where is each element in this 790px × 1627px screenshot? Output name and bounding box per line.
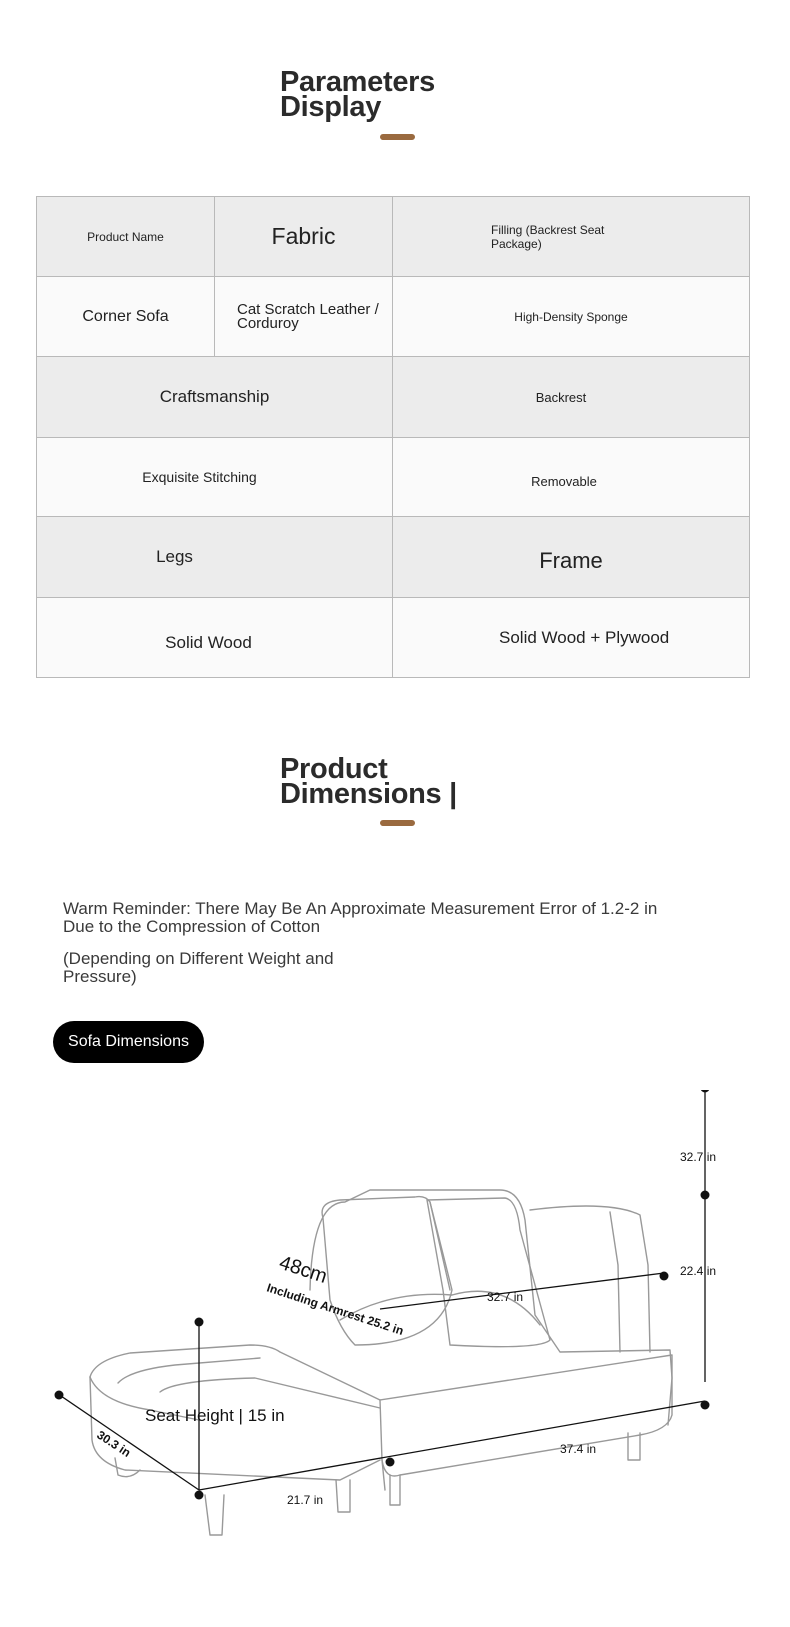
- cell-legs-value: Solid Wood: [165, 632, 252, 652]
- table-row: [37, 438, 750, 517]
- warm-reminder: Warm Reminder: There May Be An Approximate Measurement Error of 1.2-2 in Due to the Compression of Cotton: [63, 899, 658, 936]
- parameters-title: [280, 66, 435, 123]
- dimensions-title: [280, 753, 457, 810]
- label-ottoman-width: 21.7 in: [287, 1493, 324, 1507]
- cell-backrest-label: Backrest: [535, 389, 587, 405]
- label-cm-stamp: 48cm: [276, 1251, 330, 1288]
- cell-filling-value: High-Density Sponge: [514, 309, 628, 324]
- dimensions-title-line2: Dimensions |: [280, 778, 457, 810]
- label-seat-height: Seat Height | 15 in: [145, 1406, 285, 1425]
- cell-product-name-label: Product Name: [87, 229, 164, 244]
- table-row: [37, 277, 750, 357]
- table-row: [37, 517, 750, 598]
- cell-legs-label: Legs: [156, 547, 193, 566]
- dimensions-accent-bar: [380, 820, 415, 826]
- dimension-lines: [61, 1090, 705, 1490]
- reminder-note: (Depending on Different Weight and Pressure): [63, 949, 334, 986]
- sofa-dimensions-tab[interactable]: Sofa Dimensions: [53, 1021, 204, 1063]
- parameters-title-line2: Display: [280, 91, 382, 123]
- sofa-outline: [90, 1190, 672, 1535]
- label-seat-width: 32.7 in: [487, 1290, 524, 1304]
- cell-fabric-value: Cat Scratch Leather / Corduroy: [237, 300, 379, 332]
- cell-fabric-label: Fabric: [271, 223, 336, 249]
- cell-craftsmanship-label: Craftsmanship: [159, 387, 270, 406]
- cell-frame-label: Frame: [539, 548, 603, 573]
- cell-frame-value: Solid Wood + Plywood: [499, 628, 670, 647]
- cell-backrest-value: Removable: [531, 473, 597, 489]
- parameters-accent-bar: [380, 134, 415, 140]
- label-total-width: 37.4 in: [560, 1442, 597, 1456]
- cell-filling-label: Filling (Backrest Seat Package): [491, 222, 605, 251]
- dimensions-title-line1: Product: [280, 753, 388, 785]
- table-row: [37, 197, 750, 277]
- dimension-points: [55, 1090, 710, 1500]
- table-row: [37, 598, 750, 678]
- label-armrest: Including Armrest 25.2 in: [265, 1280, 406, 1339]
- label-arm-height: 22.4 in: [680, 1264, 717, 1278]
- cell-corner-sofa: Corner Sofa: [82, 307, 169, 325]
- table-row: [37, 357, 750, 438]
- parameters-title-line1: Parameters: [280, 66, 435, 98]
- label-back-height: 32.7 in: [680, 1150, 717, 1164]
- label-depth: 30.3 in: [94, 1427, 134, 1460]
- parameters-table: [36, 196, 750, 678]
- sofa-dimension-diagram: [0, 1090, 790, 1627]
- cell-stitching-value: Exquisite Stitching: [142, 469, 257, 485]
